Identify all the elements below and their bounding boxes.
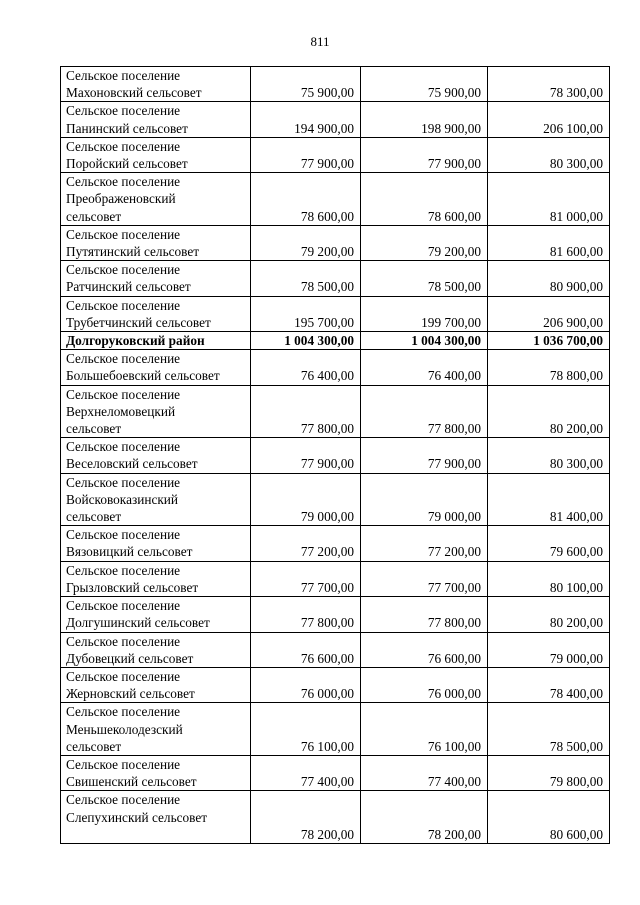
settlement-name-line: Меньшеколодезский xyxy=(66,721,183,737)
settlement-name-line: Махоновский сельсовет xyxy=(66,85,202,101)
table-row xyxy=(61,261,610,296)
table-row xyxy=(61,137,610,172)
amount-cell-year-2: 199 700,00 xyxy=(361,296,488,331)
table-row xyxy=(61,350,610,385)
settlement-name-line: Свишенский сельсовет xyxy=(66,774,197,790)
table-row xyxy=(61,561,610,596)
settlement-name-cell xyxy=(61,137,251,172)
amount-cell-year-3: 81 600,00 xyxy=(488,225,610,260)
amount-cell-year-2: 79 200,00 xyxy=(361,225,488,260)
settlement-name-cell xyxy=(61,67,251,102)
settlement-name-line: Сельское поселение xyxy=(66,598,181,614)
amount-cell-year-1: 76 100,00 xyxy=(251,703,361,756)
settlement-name-line: Дубовецкий сельсовет xyxy=(66,650,194,666)
table-row xyxy=(61,296,610,331)
amount-cell-year-2: 78 500,00 xyxy=(361,261,488,296)
settlement-name-line: Панинский сельсовет xyxy=(66,120,188,136)
settlement-name-line: сельсовет xyxy=(66,421,122,437)
table-row xyxy=(61,67,610,102)
settlement-name-line: Долгушинский сельсовет xyxy=(66,615,210,631)
settlement-name-cell xyxy=(61,261,251,296)
settlement-name-line: Сельское поселение xyxy=(66,792,181,808)
settlement-name-cell xyxy=(61,385,251,438)
settlement-name-cell xyxy=(61,791,251,844)
amount-cell-year-1: 79 000,00 xyxy=(251,473,361,526)
settlement-name-line: Вязовицкий сельсовет xyxy=(66,544,193,560)
settlement-name-line: Сельское поселение xyxy=(66,668,181,684)
settlement-name-cell xyxy=(61,332,251,350)
amount-cell-year-3: 78 800,00 xyxy=(488,350,610,385)
amount-cell-year-1: 75 900,00 xyxy=(251,67,361,102)
settlement-name-line: Жерновский сельсовет xyxy=(66,686,195,702)
amount-cell-year-3: 78 300,00 xyxy=(488,67,610,102)
amount-cell-year-2: 77 800,00 xyxy=(361,385,488,438)
amount-cell-year-3: 81 400,00 xyxy=(488,473,610,526)
amount-cell-year-2: 77 900,00 xyxy=(361,137,488,172)
amount-cell-year-3: 79 000,00 xyxy=(488,632,610,667)
amount-cell-year-1: 76 400,00 xyxy=(251,350,361,385)
settlement-name-cell xyxy=(61,667,251,702)
table-row xyxy=(61,473,610,526)
amount-cell-year-1: 195 700,00 xyxy=(251,296,361,331)
settlement-name-line: Грызловский сельсовет xyxy=(66,579,199,595)
settlement-name-cell xyxy=(61,350,251,385)
amount-cell-year-2: 77 400,00 xyxy=(361,755,488,790)
amount-cell-year-2: 77 700,00 xyxy=(361,561,488,596)
amount-cell-year-1: 76 000,00 xyxy=(251,667,361,702)
district-total-row xyxy=(61,332,610,350)
settlement-name-cell xyxy=(61,473,251,526)
settlement-name-line: Верхнеломовецкий xyxy=(66,403,176,419)
amount-cell-year-3: 79 800,00 xyxy=(488,755,610,790)
settlement-name-line: Сельское поселение xyxy=(66,138,181,154)
amount-cell-year-3: 206 100,00 xyxy=(488,102,610,137)
settlement-name-cell xyxy=(61,102,251,137)
settlement-name-line: Веселовский сельсовет xyxy=(66,456,198,472)
settlement-name-line: Сельское поселение xyxy=(66,226,181,242)
amount-cell-year-2: 75 900,00 xyxy=(361,67,488,102)
table-row xyxy=(61,102,610,137)
amount-cell-year-1: 77 400,00 xyxy=(251,755,361,790)
table-row xyxy=(61,632,610,667)
amount-cell-year-1: 77 800,00 xyxy=(251,597,361,632)
settlement-name-line: сельсовет xyxy=(66,509,122,525)
settlement-name-line: Ратчинский сельсовет xyxy=(66,279,191,295)
table-row xyxy=(61,173,610,226)
settlement-name-line: Большебоевский сельсовет xyxy=(66,368,220,384)
table-row xyxy=(61,703,610,756)
amount-cell-year-3: 81 000,00 xyxy=(488,173,610,226)
amount-cell-year-2: 77 200,00 xyxy=(361,526,488,561)
amount-cell-year-2: 76 600,00 xyxy=(361,632,488,667)
amount-cell-year-1: 77 700,00 xyxy=(251,561,361,596)
amount-cell-year-1: 79 200,00 xyxy=(251,225,361,260)
amount-cell-year-2: 78 600,00 xyxy=(361,173,488,226)
amount-cell-year-3: 79 600,00 xyxy=(488,526,610,561)
amount-cell-year-1: 77 800,00 xyxy=(251,385,361,438)
page-number: 811 xyxy=(310,34,330,49)
amount-cell-year-1: 78 600,00 xyxy=(251,173,361,226)
amount-cell-year-1: 194 900,00 xyxy=(251,102,361,137)
settlement-name-line: Долгоруковский район xyxy=(66,333,205,349)
amount-cell-year-1: 76 600,00 xyxy=(251,632,361,667)
amount-cell-year-3: 80 100,00 xyxy=(488,561,610,596)
settlement-name-line: сельсовет xyxy=(66,738,122,754)
settlement-name-line: Войсковоказинский xyxy=(66,491,179,507)
amount-cell-year-3: 206 900,00 xyxy=(488,296,610,331)
amount-cell-year-1: 77 900,00 xyxy=(251,438,361,473)
amount-cell-year-2: 78 200,00 xyxy=(361,791,488,844)
amount-cell-year-2: 76 400,00 xyxy=(361,350,488,385)
settlement-name-line: сельсовет xyxy=(66,208,122,224)
amount-cell-year-1: 77 900,00 xyxy=(251,137,361,172)
amount-cell-year-2: 198 900,00 xyxy=(361,102,488,137)
amount-cell-year-1: 77 200,00 xyxy=(251,526,361,561)
settlement-name-line: Сельское поселение xyxy=(66,68,181,83)
amount-cell-year-2: 79 000,00 xyxy=(361,473,488,526)
settlement-name-line: Трубетчинский сельсовет xyxy=(66,314,211,330)
amount-cell-year-1: 78 200,00 xyxy=(251,791,361,844)
amount-cell-year-3: 80 300,00 xyxy=(488,137,610,172)
table-row xyxy=(61,526,610,561)
table-row xyxy=(61,438,610,473)
settlement-name-line: Сельское поселение xyxy=(66,351,181,367)
settlement-name-cell xyxy=(61,173,251,226)
settlement-name-line: Сельское поселение xyxy=(66,439,181,455)
settlement-name-cell xyxy=(61,632,251,667)
settlement-name-line: Сельское поселение xyxy=(66,756,181,772)
amount-cell-year-1: 78 500,00 xyxy=(251,261,361,296)
settlement-name-cell xyxy=(61,526,251,561)
settlement-name-line: Преображеновский xyxy=(66,191,176,207)
amount-cell-year-3: 80 200,00 xyxy=(488,597,610,632)
settlement-name-line: Сельское поселение xyxy=(66,704,181,720)
settlement-name-line: Сельское поселение xyxy=(66,527,181,543)
settlement-name-line: Сельское поселение xyxy=(66,103,181,119)
amount-cell-year-3: 1 036 700,00 xyxy=(488,332,610,350)
settlement-name-line: Путятинский сельсовет xyxy=(66,244,200,260)
budget-table xyxy=(60,66,610,844)
amount-cell-year-1: 1 004 300,00 xyxy=(251,332,361,350)
settlement-name-cell xyxy=(61,438,251,473)
settlement-name-line: Сельское поселение xyxy=(66,174,181,190)
amount-cell-year-3: 78 400,00 xyxy=(488,667,610,702)
amount-cell-year-2: 76 000,00 xyxy=(361,667,488,702)
settlement-name-cell xyxy=(61,561,251,596)
table-row xyxy=(61,791,610,844)
settlement-name-line: Слепухинский сельсовет xyxy=(66,809,208,825)
table-row xyxy=(61,755,610,790)
table-body xyxy=(61,67,610,844)
settlement-name-line: Сельское поселение xyxy=(66,262,181,278)
settlement-name-line xyxy=(66,826,246,843)
settlement-name-cell xyxy=(61,703,251,756)
amount-cell-year-2: 77 800,00 xyxy=(361,597,488,632)
amount-cell-year-2: 77 900,00 xyxy=(361,438,488,473)
settlement-name-cell xyxy=(61,755,251,790)
settlement-name-cell xyxy=(61,597,251,632)
settlement-name-cell xyxy=(61,296,251,331)
amount-cell-year-3: 80 600,00 xyxy=(488,791,610,844)
table-row xyxy=(61,597,610,632)
settlement-name-line: Сельское поселение xyxy=(66,562,181,578)
amount-cell-year-2: 1 004 300,00 xyxy=(361,332,488,350)
amount-cell-year-3: 80 900,00 xyxy=(488,261,610,296)
table-row xyxy=(61,385,610,438)
settlement-name-cell xyxy=(61,225,251,260)
settlement-name-line: Поройский сельсовет xyxy=(66,156,188,172)
table-row xyxy=(61,225,610,260)
settlement-name-line: Сельское поселение xyxy=(66,474,181,490)
settlement-name-line: Сельское поселение xyxy=(66,633,181,649)
settlement-name-line: Сельское поселение xyxy=(66,386,181,402)
amount-cell-year-3: 80 200,00 xyxy=(488,385,610,438)
amount-cell-year-3: 80 300,00 xyxy=(488,438,610,473)
settlement-name-line: Сельское поселение xyxy=(66,297,181,313)
amount-cell-year-3: 78 500,00 xyxy=(488,703,610,756)
amount-cell-year-2: 76 100,00 xyxy=(361,703,488,756)
table-row xyxy=(61,667,610,702)
